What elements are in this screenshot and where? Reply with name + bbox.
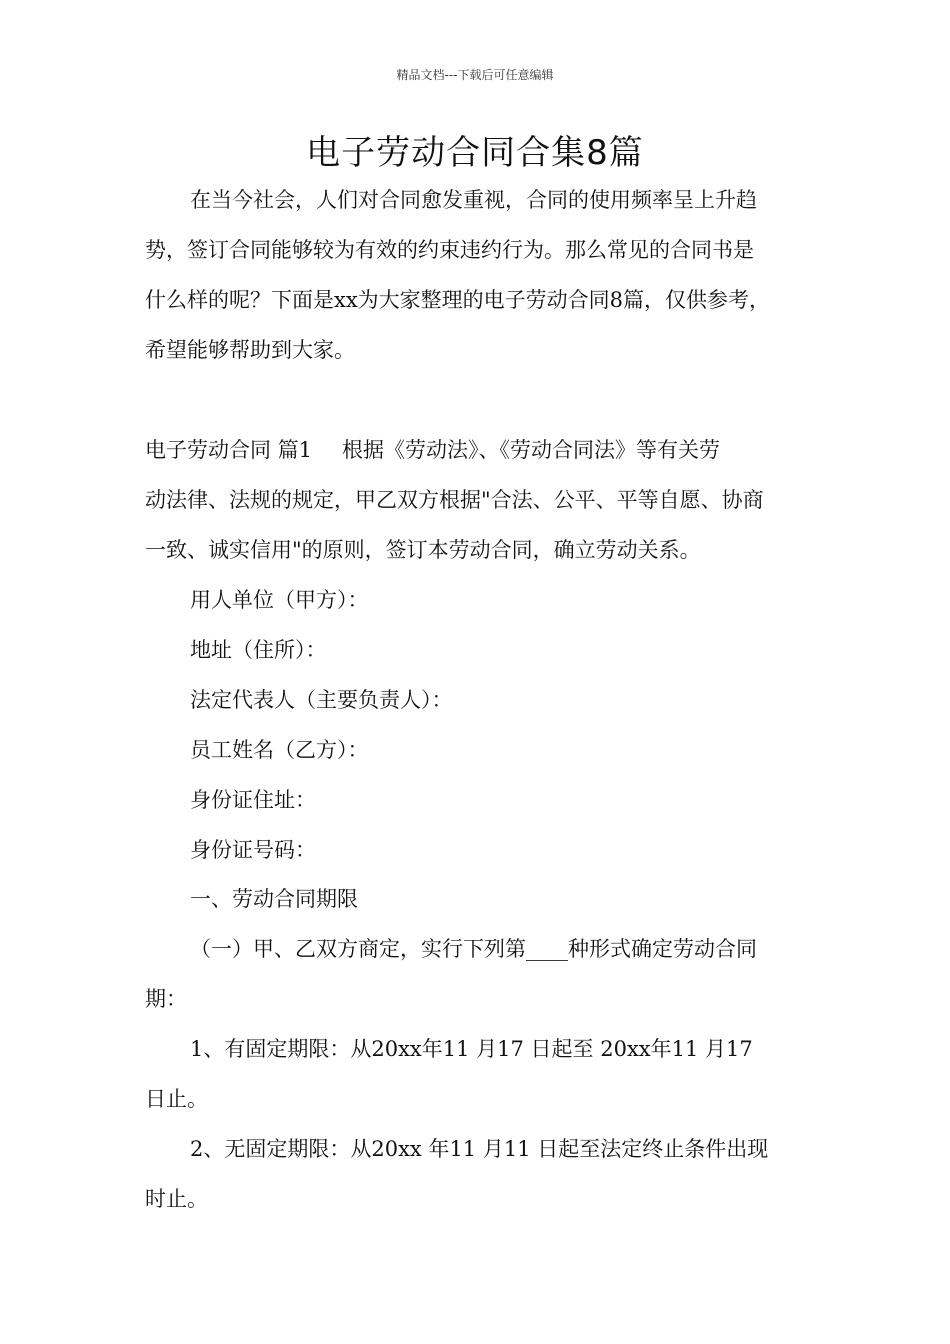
intro-line-1: 在当今社会，人们对合同愈发重视，合同的使用频率呈上升趋 — [190, 188, 757, 212]
header-note: 精品文档---下载后可任意编辑 — [396, 68, 554, 82]
term-fixed-line-1: 1、有固定期限：从20xx年11 月17 日起至 20xx年11 月17 — [190, 1037, 753, 1061]
field-id-number: 身份证号码： — [190, 838, 316, 862]
intro-line-3: 什么样的呢？下面是xx为大家整理的电子劳动合同8篇，仅供参考， — [145, 288, 771, 312]
section1-first-line — [145, 436, 720, 464]
intro-line-2: 势，签订合同能够较为有效的约束违约行为。那么常见的合同书是 — [145, 238, 754, 262]
term-clause1-line-1: （一）甲、乙双方商定，实行下列第____种形式确定劳动合同 — [190, 937, 757, 961]
field-id-address: 身份证住址： — [190, 788, 316, 812]
term-heading: 一、劳动合同期限 — [190, 887, 358, 911]
field-legal-representative: 法定代表人（主要负责人）： — [190, 688, 453, 712]
term-open-line-2: 时止。 — [145, 1187, 208, 1211]
section1-line-2: 动法律、法规的规定，甲乙双方根据"合法、公平、平等自愿、协商 — [145, 488, 764, 512]
section1-line-3: 一致、诚实信用"的原则，签订本劳动合同，确立劳动关系。 — [145, 538, 701, 562]
term-clause1-line-2: 期： — [145, 987, 187, 1011]
field-employee-name: 员工姓名（乙方）： — [190, 738, 369, 762]
field-employer: 用人单位（甲方）： — [190, 588, 369, 612]
field-address: 地址（住所）： — [190, 638, 327, 662]
term-fixed-line-2: 日止。 — [145, 1087, 208, 1111]
section1-line1-text: 根据《劳动法》、《劳动合同法》等有关劳 — [342, 438, 721, 462]
document-title: 电子劳动合同合集8篇 — [306, 133, 644, 173]
section1-heading: 电子劳动合同 篇1 — [145, 438, 313, 462]
intro-line-4: 希望能够帮助到大家。 — [145, 338, 355, 362]
term-open-line-1: 2、无固定期限：从20xx 年11 月11 日起至法定终止条件出现 — [190, 1137, 769, 1161]
